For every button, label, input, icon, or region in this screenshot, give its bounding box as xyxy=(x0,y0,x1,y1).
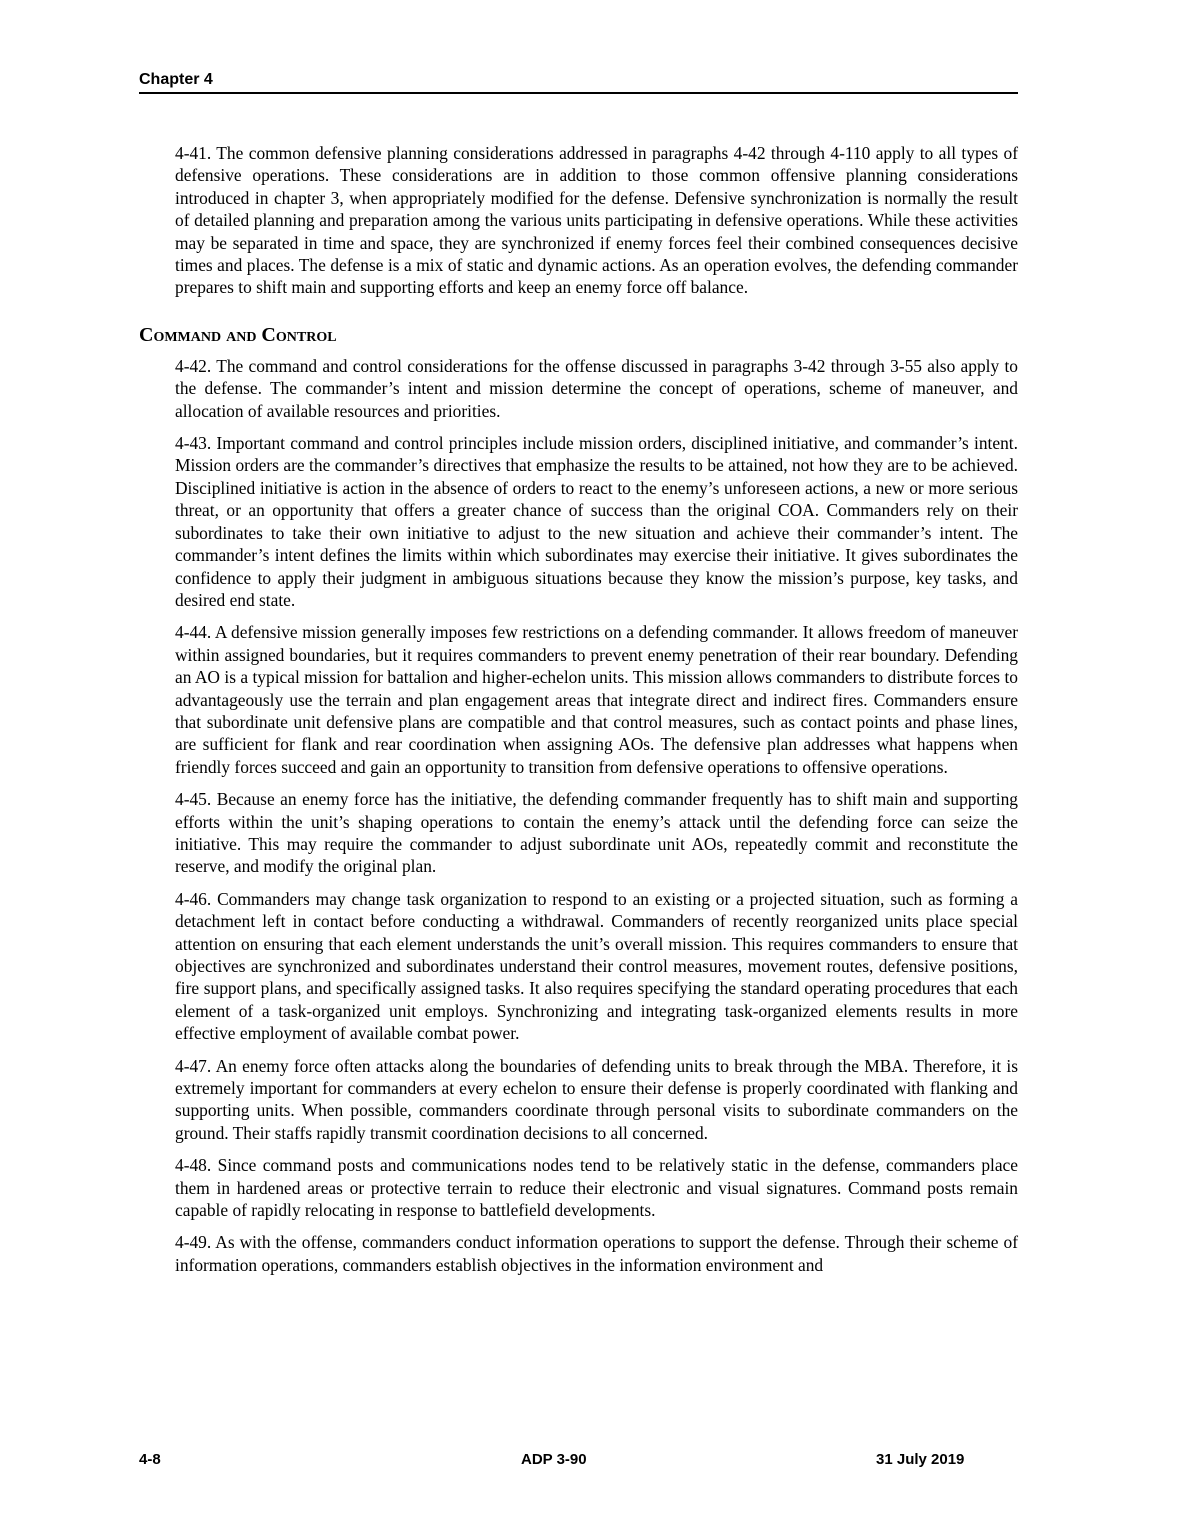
page-body xyxy=(0,142,1190,1286)
paragraph-4-48: 4-48. Since command posts and communications nodes tend to be relatively static in the defense, commanders place them in hardened areas or protective terrain to reduce their electronic and visual signatures. Command posts remain capable of rapidly relocating in response to battlefield developments. xyxy=(175,1155,1018,1221)
footer-page-number: 4-8 xyxy=(139,1451,161,1468)
header-rule xyxy=(139,92,1018,94)
paragraph-4-47: 4-47. An enemy force often attacks along the boundaries of defending units to break through the MBA. Therefore, it is extremely important for commanders at every echelon to ensure their defense is properly coordinated with flanking and supporting units. When possible, commanders coordinate through personal visits to subordinate commanders on the ground. Their staffs rapidly transmit coordination decisions to all concerned. xyxy=(175,1055,1018,1143)
footer-publication: ADP 3-90 xyxy=(521,1451,587,1468)
paragraph-4-49: 4-49. As with the offense, commanders conduct information operations to support the defense. Through their scheme of information operations, commanders establish objectives in the information environment and xyxy=(175,1232,1018,1275)
chapter-header: Chapter 4 xyxy=(139,71,213,88)
paragraph-4-45: 4-45. Because an enemy force has the initiative, the defending commander frequently has to shift main and supporting efforts within the unit’s shaping operations to contain the enemy’s attack until the defending force can seize the initiative. This may require the commander to adjust subordinate unit AOs, repeatedly commit and reconstitute the reserve, and modify the original plan. xyxy=(175,789,1018,877)
paragraph-4-42: 4-42. The command and control considerations for the offense discussed in paragraphs 3-42 through 3-55 also apply to the defense. The commander’s intent and mission determine the concept of operations, scheme of maneuver, and allocation of available resources and priorities. xyxy=(175,355,1018,421)
paragraph-4-44: 4-44. A defensive mission generally imposes few restrictions on a defending commander. It allows freedom of maneuver within assigned boundaries, but it requires commanders to prevent enemy penetration of their rear boundary. Defending an AO is a typical mission for battalion and higher-echelon units. This mission allows commanders to distribute forces to advantageously use the terrain and plan engagement areas that integrate direct and indirect fires. Commanders ensure that subordinate unit defensive plans are compatible and that control measures, such as contact points and phase lines, are sufficient for flank and rear coordination when assigning AOs. The defensive plan addresses what happens when friendly forces succeed and gain an opportunity to transition from defensive operations to offensive operations. xyxy=(175,622,1018,777)
footer-date: 31 July 2019 xyxy=(876,1451,965,1468)
paragraph-4-46: 4-46. Commanders may change task organization to respond to an existing or a projected situation, such as forming a detachment left in contact before conducting a withdrawal. Commanders of recently reorganized units place special attention on ensuring that each element understands the unit’s overall mission. This requires commanders to ensure that objectives are synchronized and subordinates understand their control measures, movement routes, defensive positions, fire support plans, and specifically assigned tasks. It also requires specifying the standard operating procedures that each element of a task-organized unit employs. Synchronizing and integrating task-organized elements results in more effective employment of available combat power. xyxy=(175,888,1018,1044)
paragraph-4-43: 4-43. Important command and control principles include mission orders, disciplined initiative, and commander’s intent. Mission orders are the commander’s directives that emphasize the results to be attained, not how they are to be achieved. Disciplined initiative is action in the absence of orders to react to the enemy’s unforeseen actions, a new or more serious threat, or an opportunity that offers a greater chance of success than the original COA. Commanders rely on their subordinates to take their own initiative to adjust to the new situation and achieve their commander’s intent. The commander’s intent defines the limits within which subordinates may exercise their initiative. It gives subordinates the confidence to apply their judgment in ambiguous situations because they know the mission’s purpose, key tasks, and desired end state. xyxy=(175,433,1018,610)
section-heading-command-and-control: Command and Control xyxy=(139,323,337,346)
paragraph-4-41: 4-41. The common defensive planning considerations addressed in paragraphs 4-42 through 4-110 apply to all types of defensive operations. These considerations are in addition to those common offensive planning considerations introduced in chapter 3, when appropriately modified for the defense. Defensive synchronization is normally the result of detailed planning and preparation among the various units participating in defensive operations. While these activities may be separated in time and space, they are synchronized if enemy forces feel their combined consequences decisive times and places. The defense is a mix of static and dynamic actions. As an operation evolves, the defending commander prepares to shift main and supporting efforts and keep an enemy force off balance. xyxy=(175,143,1018,298)
